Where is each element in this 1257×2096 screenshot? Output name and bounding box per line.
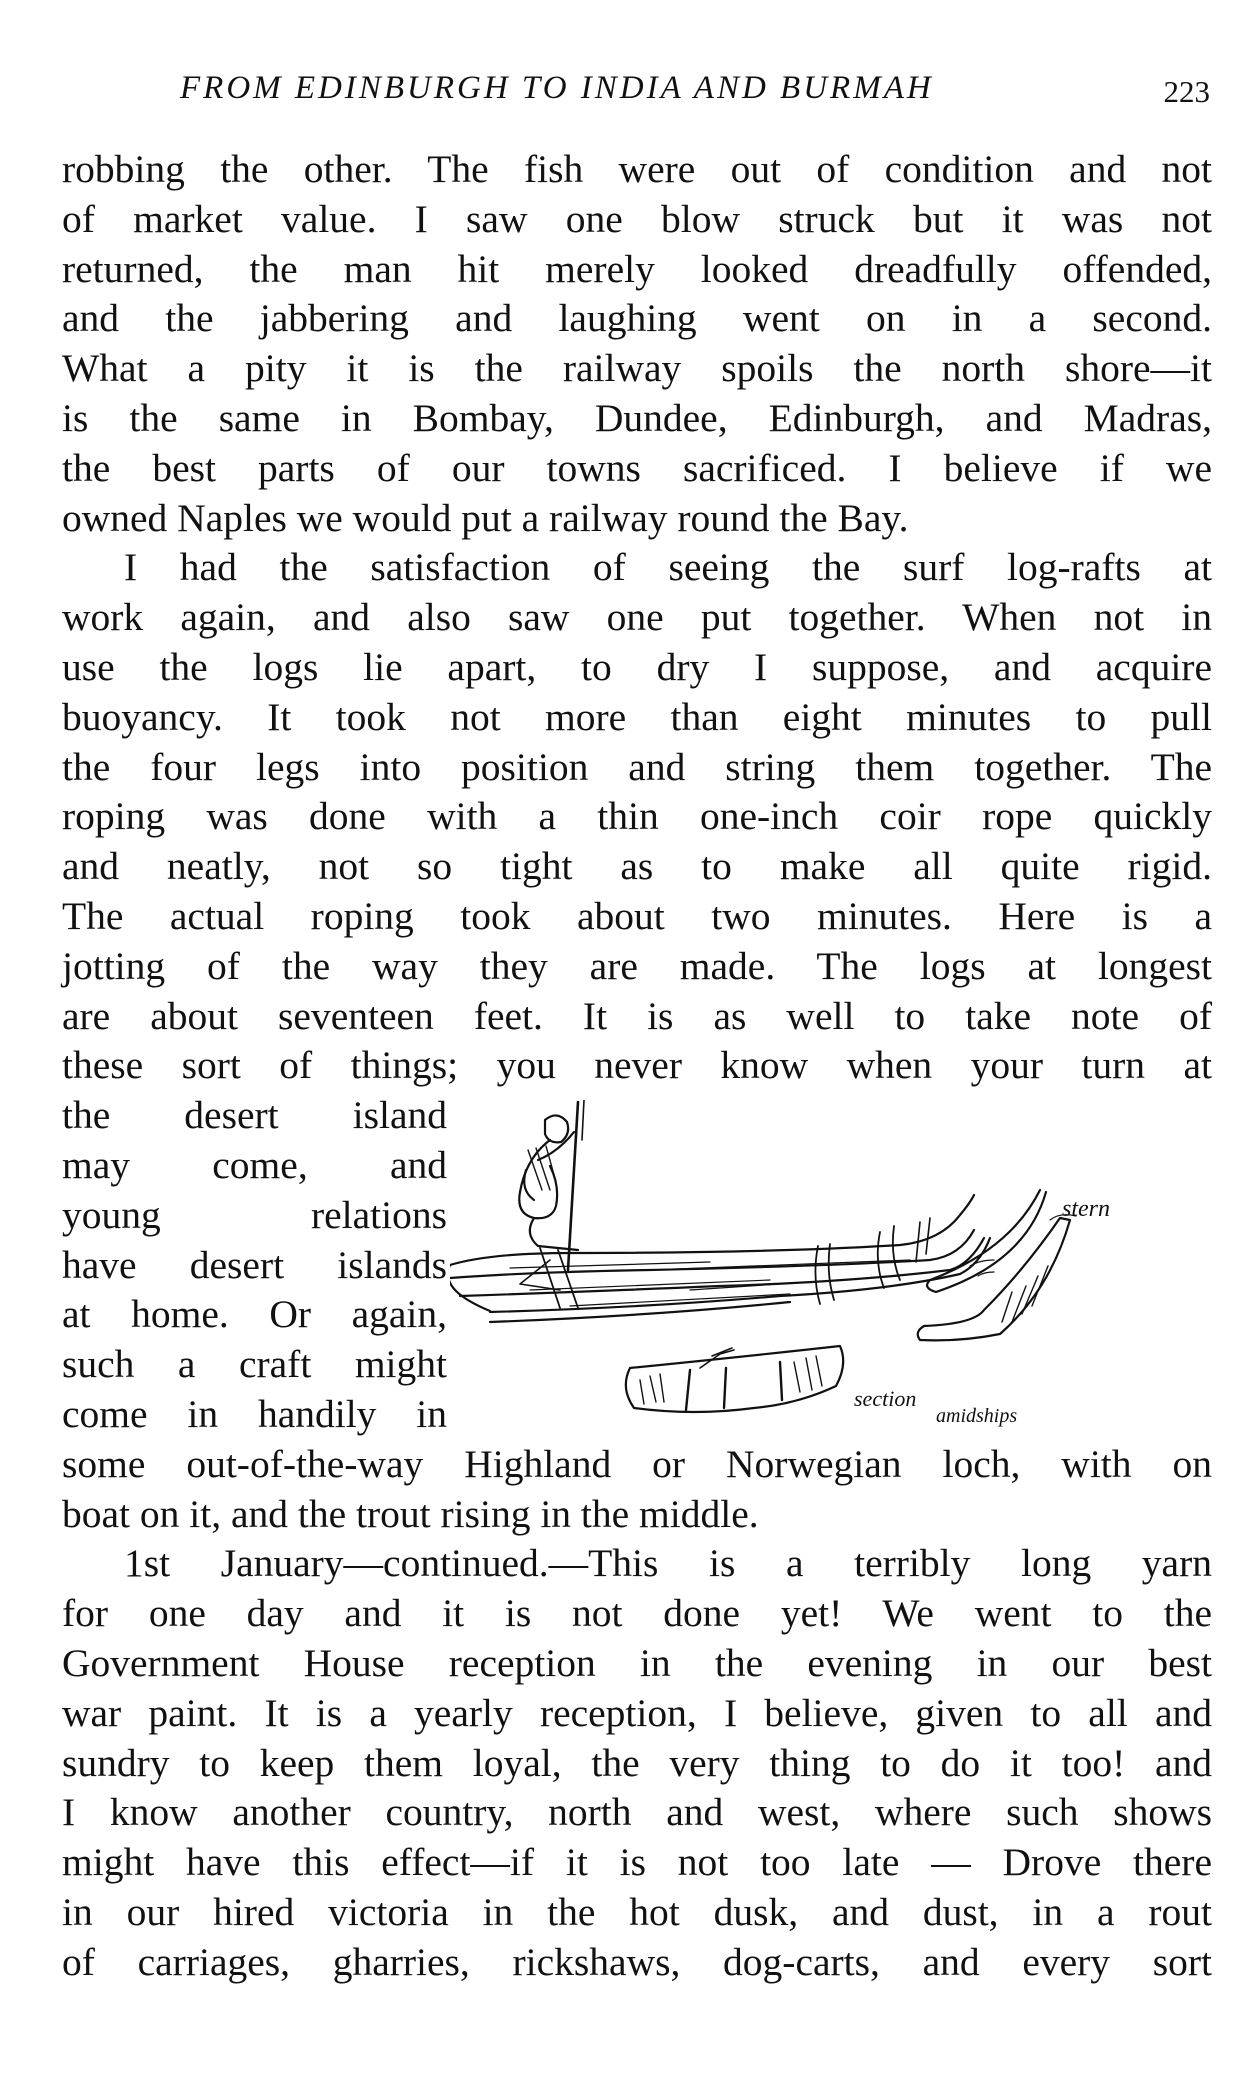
amidships-label: amidships xyxy=(936,1405,1018,1427)
text-line: might have this effect—if it is not too late — Drove there xyxy=(62,1840,1212,1885)
text-line: buoyancy. It took not more than eight minutes to pull xyxy=(62,694,1212,739)
page-number: 223 xyxy=(1163,74,1210,109)
text-line: at home. Or again, xyxy=(62,1292,447,1337)
text-line: war paint. It is a yearly reception, I believe, given to all and xyxy=(62,1690,1212,1735)
stern-detail xyxy=(918,1190,1076,1340)
text-line: boat on it, and the trout rising in the middle. xyxy=(62,1491,759,1536)
body-text xyxy=(62,145,1212,1987)
text-line: the best parts of our towns sacrificed. I believe if we xyxy=(62,445,1212,490)
log-raft-sketch xyxy=(450,1100,1220,1430)
man-figure xyxy=(519,1100,584,1270)
text-line: returned, the man hit merely looked dreadfully offended, xyxy=(62,246,1212,291)
stern-label: stern xyxy=(1062,1196,1110,1222)
text-line: use the logs lie apart, to dry I suppose, and acquire xyxy=(62,644,1212,689)
text-line: for one day and it is not done yet! We went to the xyxy=(62,1591,1212,1636)
text-line: I know another country, north and west, where such shows xyxy=(62,1790,1212,1835)
text-line: these sort of things; you never know when your turn at xyxy=(62,1043,1212,1088)
text-line: The actual roping took about two minutes. Here is a xyxy=(62,893,1212,938)
text-line: I had the satisfaction of seeing the surf log-rafts at xyxy=(124,545,1212,590)
text-line: some out-of-the-way Highland or Norwegian loch, with on xyxy=(62,1441,1212,1486)
section-detail xyxy=(626,1346,843,1412)
page-header xyxy=(60,70,1210,110)
text-line: of carriages, gharries, rickshaws, dog-carts, and every sort xyxy=(62,1939,1212,1984)
text-line: and neatly, not so tight as to make all quite rigid. xyxy=(62,844,1212,889)
log-raft-drawing xyxy=(450,1100,1220,1430)
text-line: and the jabbering and laughing went on in a second. xyxy=(62,296,1212,341)
text-line: Government House reception in the evening in our best xyxy=(62,1640,1212,1685)
text-line: sundry to keep them loyal, the very thing to do it too! and xyxy=(62,1740,1212,1785)
text-line: such a craft might xyxy=(62,1342,447,1387)
text-line: in our hired victoria in the hot dusk, and dust, in a rout xyxy=(62,1889,1212,1934)
text-line: work again, and also saw one put together. When not in xyxy=(62,595,1212,640)
text-line: have desert islands xyxy=(62,1242,447,1287)
text-line: are about seventeen feet. It is as well to take note of xyxy=(62,993,1212,1038)
text-line: What a pity it is the railway spoils the north shore—it xyxy=(62,346,1212,391)
raft-logs xyxy=(450,1195,990,1322)
text-line: 1st January—continued.—This is a terribly long yarn xyxy=(124,1541,1212,1586)
text-line: robbing the other. The fish were out of condition and not xyxy=(62,147,1212,191)
text-line: the desert island xyxy=(62,1093,447,1138)
text-line: the four legs into position and string them together. The xyxy=(62,744,1212,789)
text-line: jotting of the way they are made. The logs at longest xyxy=(62,943,1212,988)
text-line: owned Naples we would put a railway round the Bay. xyxy=(62,495,909,540)
section-label: section xyxy=(854,1386,917,1411)
text-line: of market value. I saw one blow struck but it was not xyxy=(62,196,1212,241)
text-line: roping was done with a thin one-inch coir rope quickly xyxy=(62,794,1212,839)
text-line: come in handily in xyxy=(62,1391,447,1436)
running-title: FROM EDINBURGH TO INDIA AND BURMAH xyxy=(180,70,934,106)
text-line: young relations xyxy=(62,1192,447,1237)
text-line: is the same in Bombay, Dundee, Edinburgh, and Madras, xyxy=(62,395,1212,440)
text-line: may come, and xyxy=(62,1142,447,1187)
